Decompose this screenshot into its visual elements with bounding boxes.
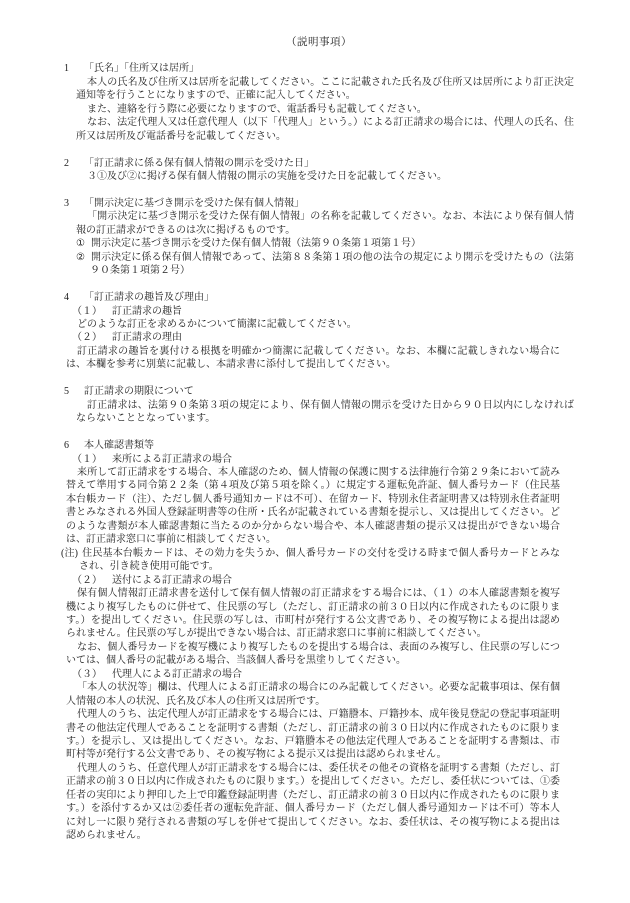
item-text: 開示決定に係る保有個人情報であって、法第８８条第１項の他の法令の規定により開示を受けたもの（法第９０条第１項第２号） (90, 251, 575, 277)
paragraph: 「開示決定に基づき開示を受けた保有個人情報」の名称を記載してください。なお、本法により保有個人情報の訂正請求ができるのは次に掲げるものです。 (76, 211, 574, 236)
subsection-heading (72, 305, 574, 318)
paragraph: また、連絡を行う際に必要になりますので、電話番号も記載してください。 (87, 103, 427, 115)
section-heading (64, 197, 574, 210)
subsection-title: 来所による訂正請求の場合 (112, 453, 232, 465)
section-number: 5 (64, 386, 69, 398)
section-title: 「氏名」「住所又は居所」 (84, 63, 199, 75)
section-title: 本人確認書類等 (84, 440, 154, 452)
section-heading (64, 157, 574, 170)
paragraph: 来所して訂正請求をする場合、本人確認のため、個人情報の保護に関する法律施行令第２９条において読み替えて準用する同令第２２条（第４項及び第５項を除く。）に規定する運転免許証、個人番号カード（住民基本台帳カード（注）、ただし個人番号通知カードは不可）、在留カード、特別永住者証明書又は特別永住者証明書とみなされる外国人登録証明書等の住所・氏名が記載されている書類を提示し、又は提出してください。どのような書類が本人確認書類に当たるのか分からない場合や、本人確認書類の提示又は提出ができない場合は、訂正請求窓口に事前に相談してください。 (66, 466, 560, 546)
section-kigen (64, 385, 574, 425)
section-title: 「訂正請求の趣旨及び理由」 (84, 292, 214, 304)
item-text: 開示決定に基づき開示を受けた保有個人情報（法第９０条第１項第１号） (90, 238, 421, 250)
subsection-riyuu (64, 331, 574, 371)
section-honnin-kakunin (61, 439, 574, 843)
section-hoyuu-jouhou (64, 197, 574, 278)
list-item (76, 237, 574, 250)
section-shushi-riyuu (64, 291, 574, 372)
subsection-heading (72, 668, 574, 681)
subsection-label: （１） (72, 453, 102, 465)
item-marker: ② (76, 251, 86, 263)
section-title: 訂正請求の期限について (84, 386, 194, 398)
paragraph: 代理人のうち、法定代理人が訂正請求をする場合には、戸籍謄本、戸籍抄本、成年後見登記の登記事項証明書その他法定代理人であることを証明する書類（ただし、訂正請求の前３０日以内に作成されたものに限ります。）を提示し、又は提出してください。なお、戸籍謄本その他法定代理人であることを証明する書類は、市町村等が発行する公文書であり、その複写物による提示又は提出は認められません。 (66, 709, 560, 761)
paragraph: 訂正請求の趣旨を裏付ける根拠を明確かつ簡潔に記載してください。なお、本欄に記載しきれない場合には、本欄を参考に別葉に記載し、本請求書に添付して提出してください。 (66, 345, 560, 371)
list-item (76, 251, 574, 278)
subsection-label: （２） (72, 574, 102, 586)
paragraph: 「本人の状況等」欄は、代理人による訂正請求の場合にのみ記載してください。必要な記載事項は、保有個人情報の本人の状況、氏名及び本人の住所又は居所です。 (66, 682, 560, 707)
section-number: 3 (64, 197, 69, 209)
note-text: 住民基本台帳カードは、その効力を失うか、個人番号カードの交付を受ける時まで個人番号カードとみなされ、引き続き使用可能です。 (79, 547, 561, 573)
section-heading (64, 439, 574, 452)
section-number: 4 (64, 292, 69, 304)
paragraph: ３①及び②に掲げる保有個人情報の開示の実施を受けた日を記載してください。 (87, 171, 447, 183)
subsection-dairinin (64, 668, 574, 843)
page-title: （説明事項） (286, 37, 352, 48)
section-heading (64, 385, 574, 398)
item-marker: ① (76, 238, 85, 250)
section-shimei (64, 62, 574, 143)
section-title: 「開示決定に基づき開示を受けた保有個人情報」 (84, 197, 304, 209)
paragraph: 代理人のうち、任意代理人が訂正請求をする場合には、委任状その他その資格を証明する書類（ただし、訂正請求の前３０日以内に作成されたものに限ります。）を提出してください。ただし、委任状については、①委任者の実印により押印した上で印鑑登録証明書（ただし、訂正請求の前３０日以内に作成されたものに限ります。）を添付するか又は②委任者の運転免許証、個人番号カード（ただし個人番号通知カードは不可）等本人に対し一に限り発行される書類の写しを併せて提出してください。なお、委任状は、その複写物による提出は認められません。 (66, 762, 560, 842)
subsection-soufu (64, 574, 574, 668)
note (61, 547, 560, 574)
subsection-label: （３） (72, 668, 102, 680)
subsection-heading (72, 331, 574, 344)
section-number: 2 (64, 157, 69, 169)
paragraph: 訂正請求は、法第９０条第３項の規定により、保有個人情報の開示を受けた日から９０日以内にしなければならないこととなっています。 (76, 399, 574, 425)
subsection-label: （１） (72, 305, 102, 317)
subsection-heading (72, 574, 574, 587)
section-title: 「訂正請求に係る保有個人情報の開示を受けた日」 (84, 157, 314, 169)
paragraph: どのような訂正を求めるかについて簡潔に記載してください。 (77, 319, 357, 331)
subsection-shushi (64, 305, 574, 332)
subsection-title: 訂正請求の理由 (112, 332, 182, 344)
paragraph: なお、個人番号カードを複写機により複写したものを提出する場合は、表面のみ複写し、住民票の写しについては、個人番号の記載がある場合、当該個人番号を黒塗りしてください。 (66, 641, 560, 667)
section-heading (64, 291, 574, 304)
subsection-raisho (61, 453, 574, 574)
subsection-label: （２） (72, 332, 102, 344)
subsection-title: 訂正請求の趣旨 (112, 305, 182, 317)
note-marker: (注) (61, 547, 79, 559)
section-number: 1 (64, 63, 69, 75)
subsection-heading (72, 453, 574, 466)
paragraph: 保有個人情報訂正請求書を送付して保有個人情報の訂正請求をする場合には、（１）の本人確認書類を複写機により複写したものに併せて、住民票の写し（ただし、訂正請求の前３０日以内に作成されたものに限ります。）を提出してください。住民票の写しは、市町村が発行する公文書であり、その複写物による提出は認められません。住民票の写しが提出できない場合は、訂正請求窓口に事前に相談してください。 (66, 588, 560, 640)
section-number: 6 (64, 440, 69, 452)
subsection-title: 代理人による訂正請求の場合 (112, 668, 242, 680)
paragraph: なお、法定代理人又は任意代理人（以下「代理人」という。）による訂正請求の場合には、代理人の氏名、住所又は居所及び電話番号を記載してください。 (76, 117, 574, 142)
section-kaiji-date (64, 157, 574, 184)
section-heading (64, 62, 574, 75)
paragraph: 本人の氏名及び住所又は居所を記載してください。ここに記載された氏名及び住所又は居所により訂正決定通知等を行うことになりますので、正確に記入してください。 (76, 76, 574, 102)
subsection-title: 送付による訂正請求の場合 (112, 574, 232, 586)
